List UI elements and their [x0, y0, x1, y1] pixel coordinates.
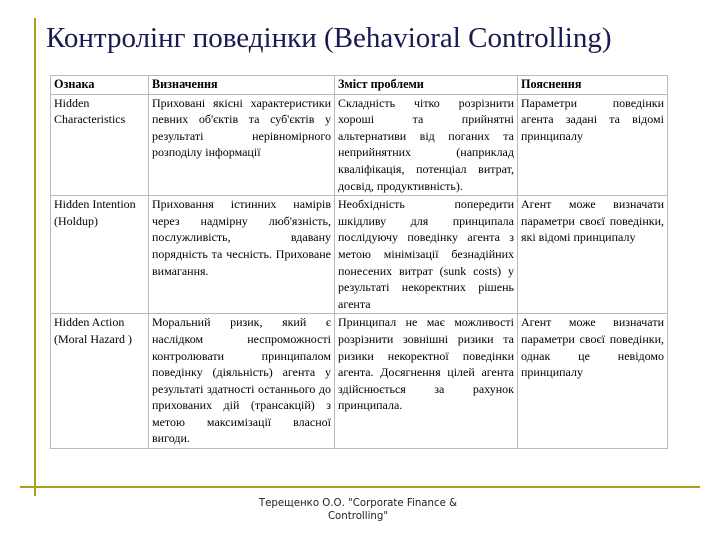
header-definition: Визначення	[149, 76, 335, 95]
row-definition: Приховання істинних намірів через надмірну люб'язність, послужливість, вдавану порядність та чесність. Приховане вимагання.	[149, 196, 335, 314]
row-sign: Hidden Intention (Holdup)	[51, 196, 149, 314]
table-row	[51, 314, 668, 449]
decorative-left-line	[34, 18, 36, 496]
header-explanation: Пояснення	[518, 76, 668, 95]
row-sign: Hidden Action (Moral Hazard )	[51, 314, 149, 449]
footer-credit: Терещенко О.О. "Corporate Finance & Controlling"	[258, 498, 458, 522]
row-explanation: Агент може визначати параметри своєї поведінки, які відомі принципалу	[518, 196, 668, 314]
table-header-row	[51, 76, 668, 95]
controlling-table	[50, 75, 668, 449]
row-explanation: Параметри поведінки агента задані та відомі принципалу	[518, 94, 668, 196]
table-row	[51, 196, 668, 314]
row-definition: Приховані якісні характеристики певних об'єктів та суб'єктів у результаті нерівномірного розподілу інформації	[149, 94, 335, 196]
row-sign: Hidden Characteristics	[51, 94, 149, 196]
row-problem: Складність чітко розрізнити хороші та прийнятні альтернативи від поганих та неприйнятних (наприклад кваліфікація, потенціал витрат, досвід, продуктивність).	[335, 94, 518, 196]
header-problem: Зміст проблеми	[335, 76, 518, 95]
row-explanation: Агент може визначати параметри своєї поведінки, однак це невідомо принципалу	[518, 314, 668, 449]
row-problem: Необхідність попередити шкідливу для принципала послідуючу поведінку агента з метою мінімізації безнадійних понесених витрат (sunk costs) у результаті некоректних рішень агента	[335, 196, 518, 314]
row-problem: Принципал не має можливості розрізнити зовнішні ризики та ризики некоректної поведінки агента. Досягнення цілей агента здійснюється за рахунок принципала.	[335, 314, 518, 449]
row-definition: Моральний ризик, який є наслідком неспроможності контролювати принципалом поведінку (діяльність) агента у результаті здатності останнього до прихованих дій (трансакцій) з метою максимізації власної вигоди.	[149, 314, 335, 449]
decorative-bottom-line	[20, 486, 700, 488]
slide-title: Контролінг поведінки (Behavioral Controlling)	[46, 22, 612, 54]
table-row	[51, 94, 668, 196]
header-sign: Ознака	[51, 76, 149, 95]
